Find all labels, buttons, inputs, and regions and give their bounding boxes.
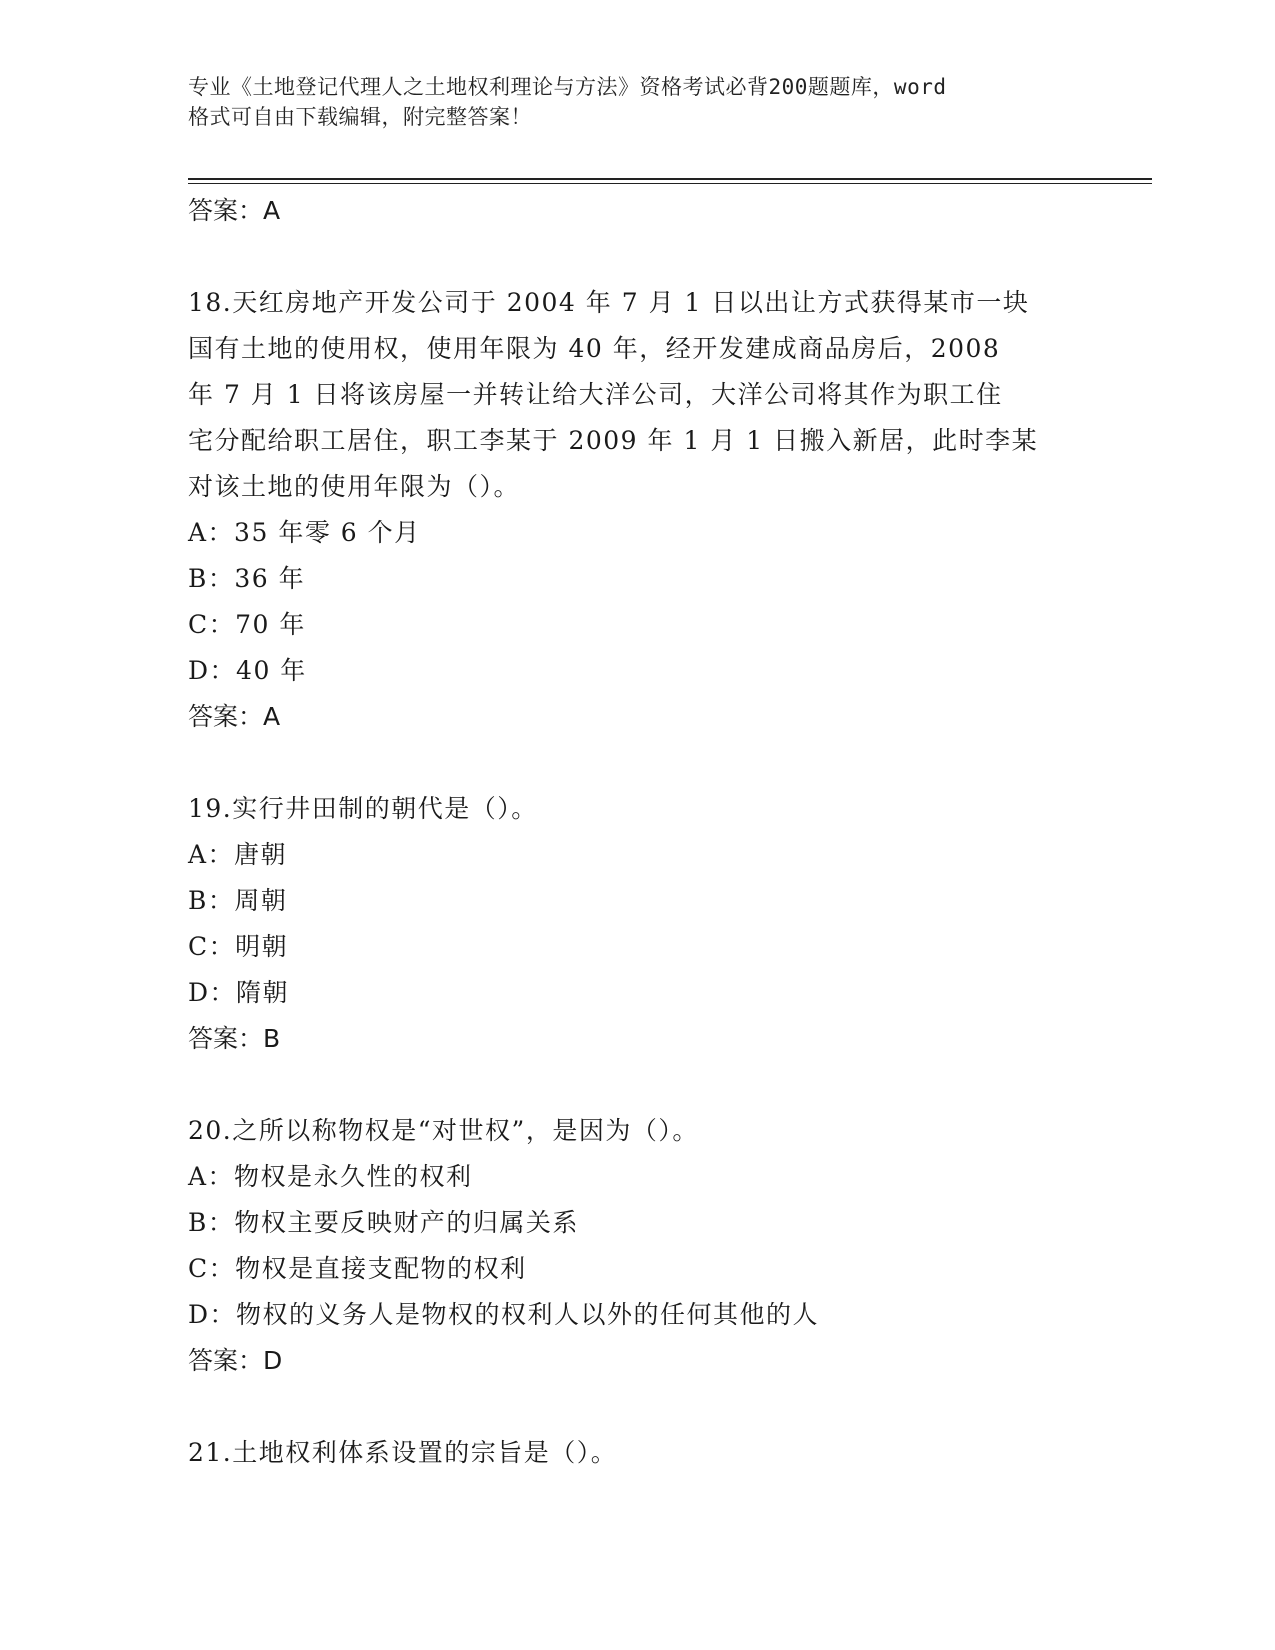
question-text-line: 20.之所以称物权是“对世权”，是因为（）。	[188, 1116, 699, 1145]
question-text-line: 宅分配给职工居住，职工李某于 2009 年 1 月 1 日搬入新居，此时李某	[188, 426, 1039, 455]
option-b: B：36 年	[188, 564, 306, 593]
answer-line: 答案：D	[188, 1346, 283, 1375]
option-c: C：明朝	[188, 932, 289, 961]
question-text-line: 18.天红房地产开发公司于 2004 年 7 月 1 日以出让方式获得某市一块	[188, 288, 1030, 317]
question-text-line: 国有土地的使用权，使用年限为 40 年，经开发建成商品房后，2008	[188, 334, 1001, 363]
question-text	[188, 1108, 1088, 1154]
question-19	[188, 786, 1088, 1062]
question-text	[188, 280, 1088, 510]
option-c: C：70 年	[188, 610, 306, 639]
question-text	[188, 1430, 1088, 1476]
option-a: A：唐朝	[188, 840, 288, 869]
question-text-line: 19.实行井田制的朝代是（）。	[188, 794, 538, 823]
answer-line: 答案：A	[188, 702, 281, 731]
option-a: A：物权是永久性的权利	[188, 1162, 473, 1191]
option-b: B：周朝	[188, 886, 288, 915]
header-line: 专业《土地登记代理人之土地权利理论与方法》资格考试必背200题题库，word	[188, 75, 947, 99]
answer-line: 答案：A	[188, 196, 281, 225]
question-21	[188, 1430, 1088, 1476]
question-20	[188, 1108, 1088, 1384]
option-a: A：35 年零 6 个月	[188, 518, 421, 547]
question-text-line: 年 7 月 1 日将该房屋一并转让给大洋公司，大洋公司将其作为职工住	[188, 380, 1003, 409]
header-divider-thick	[188, 178, 1152, 180]
question-list	[188, 188, 1088, 1476]
option-d: D：40 年	[188, 656, 307, 685]
option-d: D：隋朝	[188, 978, 290, 1007]
option-d: D：物权的义务人是物权的权利人以外的任何其他的人	[188, 1300, 820, 1329]
question-18	[188, 280, 1088, 740]
question-text-line: 对该土地的使用年限为（）。	[188, 472, 521, 501]
question-text-line: 21.土地权利体系设置的宗旨是（）。	[188, 1438, 618, 1467]
answer-line: 答案：B	[188, 1024, 281, 1053]
option-b: B：物权主要反映财产的归属关系	[188, 1208, 579, 1237]
question-text	[188, 786, 1088, 832]
header-divider-thin	[188, 183, 1152, 184]
option-c: C：物权是直接支配物的权利	[188, 1254, 527, 1283]
header-line: 格式可自由下载编辑，附完整答案！	[188, 105, 532, 129]
document-header	[188, 72, 1068, 132]
